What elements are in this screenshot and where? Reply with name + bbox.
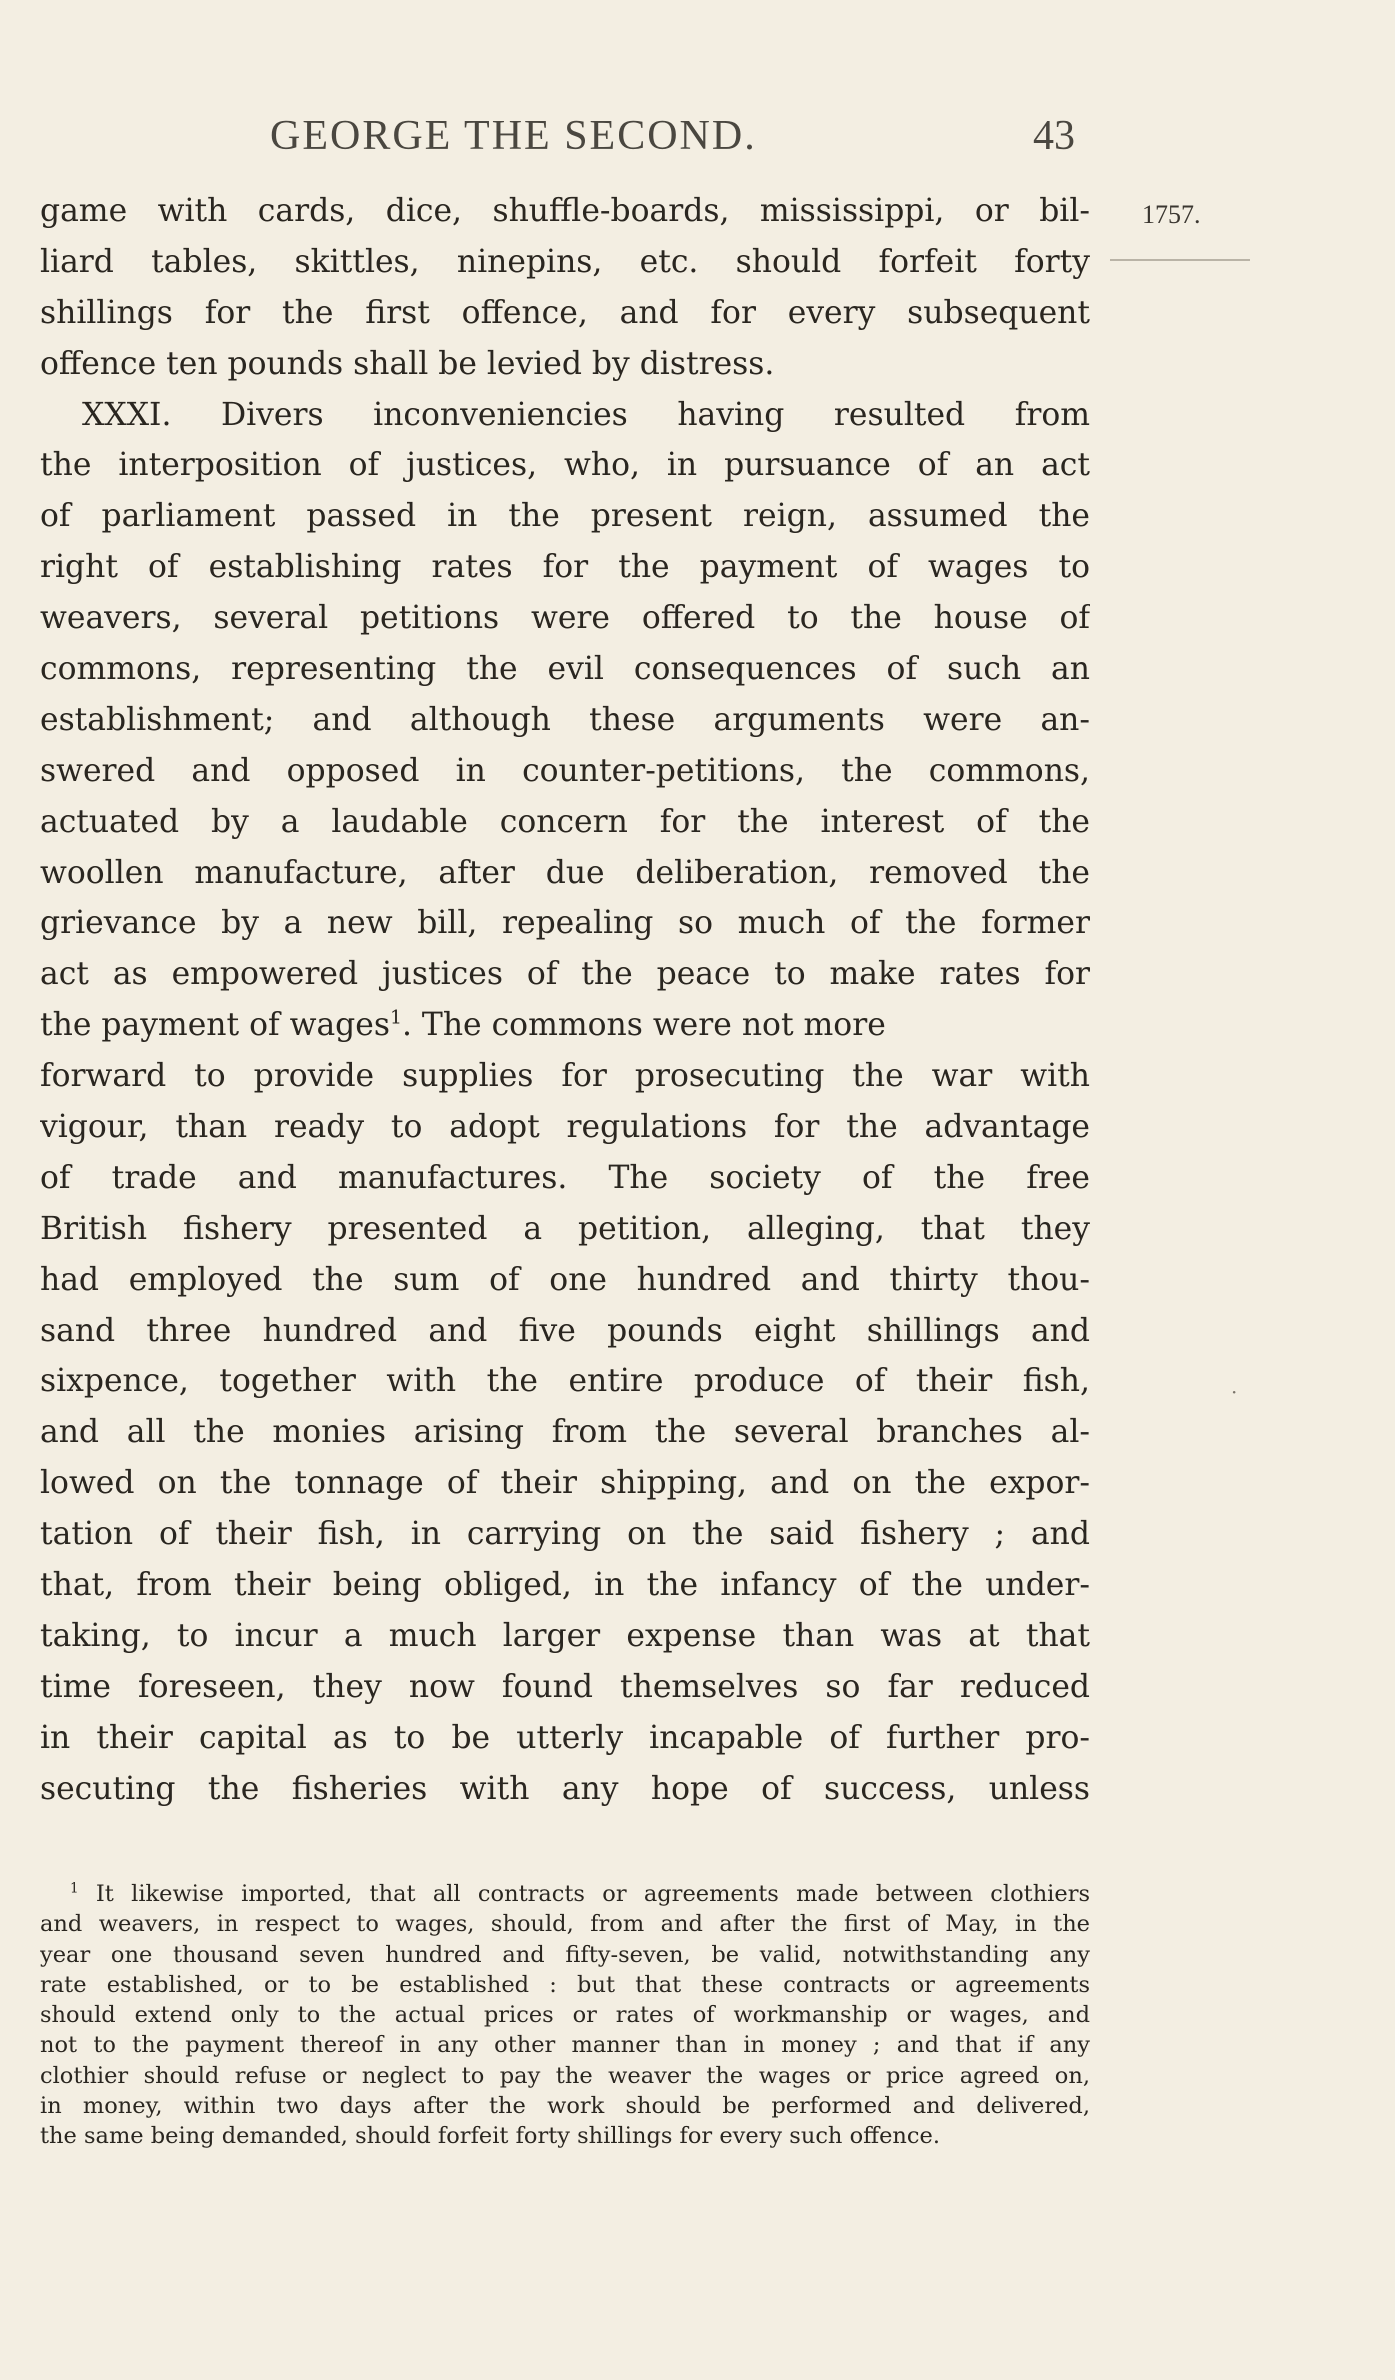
text-line: weavers, several petitions were offered to the house of <box>40 600 1090 637</box>
text-line: in their capital as to be utterly incapable of further pro- <box>40 1719 1090 1756</box>
body-text <box>40 186 1090 1815</box>
text-line: right of establishing rates for the payment of wages to <box>40 549 1090 586</box>
footnote-line: the same being demanded, should forfeit forty shillings for every such offence. <box>40 2123 940 2150</box>
text-line: forward to provide supplies for prosecuting the war with <box>40 1058 1090 1095</box>
footnotes <box>40 1879 1090 2152</box>
text-line: lowed on the tonnage of their shipping, and on the expor- <box>40 1465 1090 1502</box>
text-line: sixpence, together with the entire produce of their fish, <box>40 1363 1090 1400</box>
text-fragment: the payment of wages <box>40 1007 390 1044</box>
margin-year-note: 1757. <box>1142 200 1201 229</box>
text-line: time foreseen, they now found themselves so far reduced <box>40 1668 1090 1705</box>
text-line: tation of their fish, in carrying on the said fishery ; and <box>40 1516 1090 1553</box>
ink-speck: · <box>1231 1380 1238 1404</box>
text-line: secuting the fisheries with any hope of success, unless <box>40 1770 1090 1807</box>
text-line: shillings for the first offence, and for every subsequent <box>40 294 1090 331</box>
text-line: taking, to incur a much larger expense than was at that <box>40 1617 1090 1654</box>
footnote-line <box>40 1879 1090 1909</box>
text-line: offence ten pounds shall be levied by distress. <box>40 345 775 382</box>
footnote-line: not to the payment thereof in any other manner than in money ; and that if any <box>40 2032 1090 2059</box>
text-line: of parliament passed in the present reign, assumed the <box>40 498 1090 535</box>
text-line: actuated by a laudable concern for the interest of the <box>40 803 1090 840</box>
text-line: that, from their being obliged, in the infancy of the under- <box>40 1567 1090 1604</box>
footnote-line: and weavers, in respect to wages, should, from and after the first of May, in the <box>40 1911 1090 1938</box>
text-line: sand three hundred and five pounds eight shillings and <box>40 1312 1090 1349</box>
text-line: of trade and manufactures. The society of the free <box>40 1159 1090 1196</box>
text-line: had employed the sum of one hundred and thirty thou- <box>40 1261 1090 1298</box>
footnote-reference[interactable]: 1 <box>389 1007 402 1029</box>
footnote-line: rate established, or to be established : but that these contracts or agreements <box>40 1971 1090 1998</box>
footnote-line: should extend only to the actual prices or rates of workmanship or wages, and <box>40 2002 1090 2029</box>
text-line: liard tables, skittles, ninepins, etc. should forfeit forty <box>40 243 1090 280</box>
text-line: grievance by a new bill, repealing so much of the former <box>40 905 1090 942</box>
text-line: establishment; and although these arguments were an- <box>40 701 1090 738</box>
page-number: 43 <box>1033 113 1075 159</box>
text-line: British fishery presented a petition, alleging, that they <box>40 1210 1090 1247</box>
footnote-line: in money, within two days after the work should be performed and delivered, <box>40 2093 1090 2120</box>
text-line: woollen manufacture, after due deliberation, removed the <box>40 854 1090 891</box>
text-line-with-footnote <box>40 1000 1090 1051</box>
footnote-marker: 1 <box>70 1880 79 1897</box>
footnote-line: clothier should refuse or neglect to pay the weaver the wages or price agreed on, <box>40 2062 1090 2089</box>
text-line: game with cards, dice, shuffle-boards, mississippi, or bil- <box>40 193 1090 229</box>
text-line: XXXI. Divers inconveniencies having resulted from <box>82 396 1090 433</box>
text-line: and all the monies arising from the several branches al- <box>40 1414 1090 1451</box>
text-line: vigour, than ready to adopt regulations for the advantage <box>40 1109 1090 1146</box>
text-fragment: . The commons were not more <box>401 1007 886 1044</box>
footnote-text: It likewise imported, that all contracts or agreements made between clothiers <box>95 1881 1090 1907</box>
text-line: the interposition of justices, who, in pursuance of an act <box>40 447 1090 484</box>
running-title: GEORGE THE SECOND. <box>270 113 757 159</box>
text-line: swered and opposed in counter-petitions, the commons, <box>40 752 1090 789</box>
text-line: act as empowered justices of the peace to make rates for <box>40 956 1090 993</box>
margin-rule <box>1110 259 1250 261</box>
text-line: commons, representing the evil consequences of such an <box>40 651 1090 688</box>
footnote-line: year one thousand seven hundred and fifty-seven, be valid, notwithstanding any <box>40 1941 1090 1968</box>
